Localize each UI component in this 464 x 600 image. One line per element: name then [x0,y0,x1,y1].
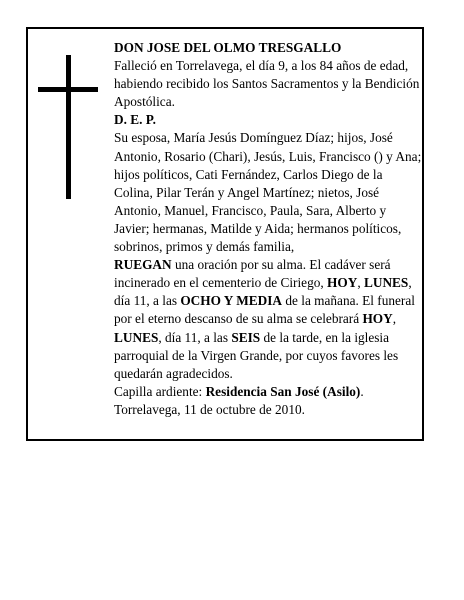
death-statement: Falleció en Torrelavega, el día 9, a los 84 años de edad, habiendo recibido los Santos Sacramentos y la Bendición Apostólica. [114,58,420,110]
request-text-3: de la mañana. El funeral por el eterno descanso de su alma se celebrará [114,293,415,327]
request-text-4: , día 11, a las [158,329,232,345]
date-line: Torrelavega, 11 de octubre de 2010. [114,401,305,417]
cremation-time: OCHO Y MEDIA [180,293,283,309]
cross-icon [38,55,98,199]
separator-1: , [357,275,364,291]
chapel-line [114,383,422,401]
request-text-2: , día 11, a las [114,275,412,309]
monday-1: LUNES [363,275,409,291]
request-text-1: una oración por su alma. El cadáver será incinerado en el cementerio de Ciriego, [114,257,391,291]
cross-horizontal-bar [38,87,98,92]
request-verb: RUEGAN [114,257,172,273]
rip-line: D. E. P. [114,112,156,128]
separator-2: , [392,311,397,327]
obituary-notice [26,27,424,441]
today-2: HOY [362,311,393,327]
monday-2: LUNES [114,329,159,345]
chapel-end: . [360,383,364,399]
funeral-time: SEIS [231,329,261,345]
cross-vertical-bar [66,55,71,199]
deceased-name: DON JOSE DEL OLMO TRESGALLO [114,40,342,55]
chapel-label: Capilla ardiente: [114,383,206,399]
notice-body [114,39,422,419]
today-1: HOY [327,275,358,291]
prayer-request [114,256,422,383]
family-list: Su esposa, María Jesús Domínguez Díaz; hijos, José Antonio, Rosario (Chari), Jesús, Luis, Francisco () y Ana; hijos políticos, Cati Fernández, Carlos Diego de la Colina, Pilar Terán y Angel Martínez; nietos, José Antonio, Manuel, Francisco, Paula, Sara, Alberto y Javier; hermanas, Matilde y Aida; hermanos políticos, sobrinos, primos y demás familia, [114,130,422,255]
request-text-5: de la tarde, en la iglesia parroquial de la Virgen Grande, por cuyos favores les quedarán agradecidos. [114,329,399,381]
chapel-place: Residencia San José (Asilo) [205,383,361,399]
